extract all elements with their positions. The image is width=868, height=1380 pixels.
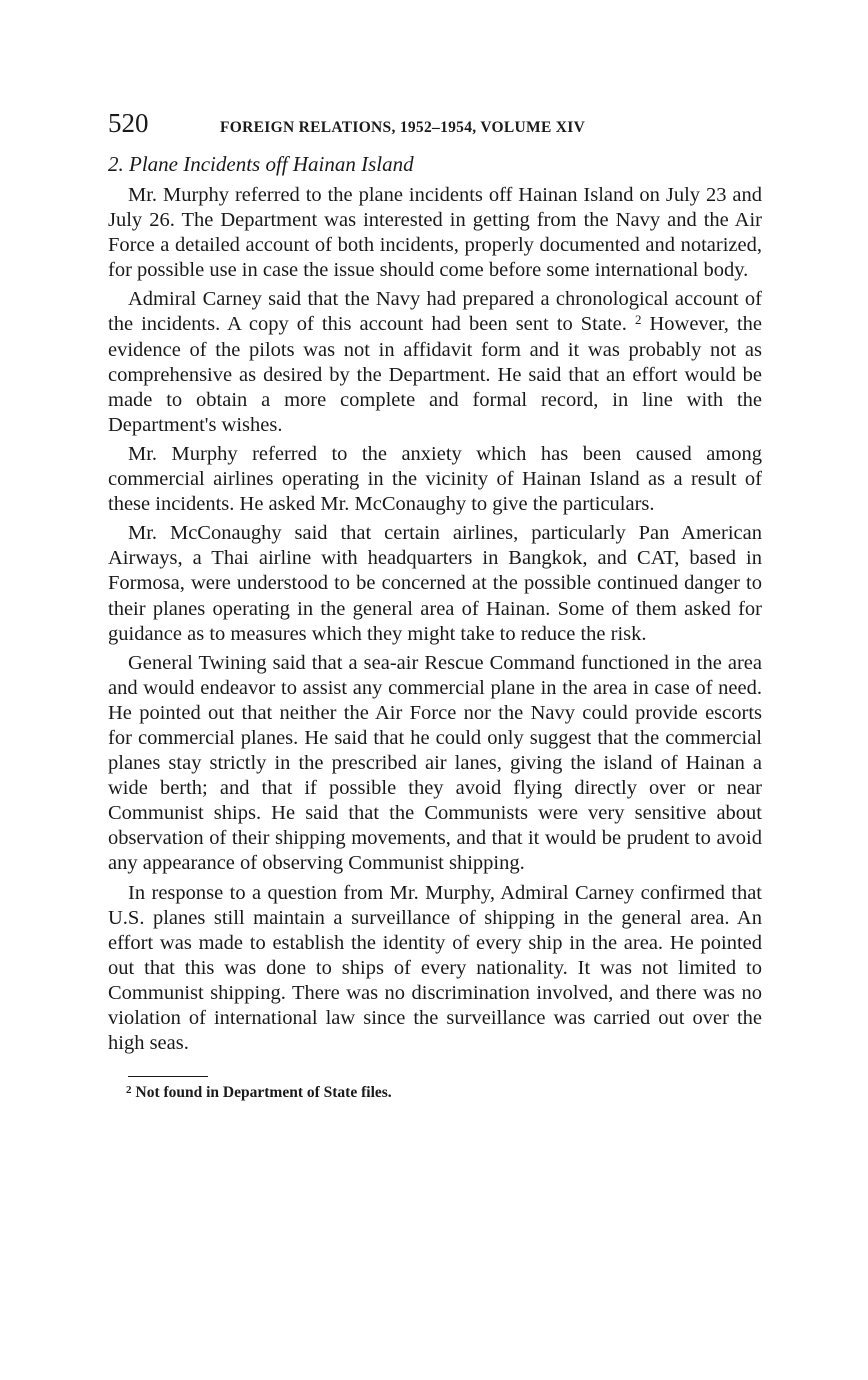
paragraph: General Twining said that a sea-air Rescue Command functioned in the area and would endeavor to assist any commercial plane in the area in case of need. He pointed out that neither the Air Force nor the Navy could provide escorts for commercial planes. He said that he could only suggest that the commercial planes stay strictly in the prescribed air lanes, giving the island of Hainan a wide berth; and that if possible they avoid flying directly over or near Communist ships. He said that the Communists were very sensitive about observation of their shipping movements, and that it would be prudent to avoid any appearance of observing Communist shipping. <box>108 651 762 875</box>
paragraph: Mr. McConaughy said that certain airlines, particularly Pan American Airways, a Thai airline with headquarters in Bangkok, and CAT, based in Formosa, were understood to be concerned at the possible continued danger to their planes operating in the general area of Hainan. Some of them asked for guidance as to measures which they might take to reduce the risk. <box>108 522 762 645</box>
footnote-divider <box>128 1076 208 1077</box>
paragraph: In response to a question from Mr. Murphy, Admiral Carney confirmed that U.S. planes still maintain a surveillance of shipping in the general area. An effort was made to establish the identity of every ship in the area. He pointed out that this was done to ships of every nationality. It was not limited to Communist shipping. There was no discrimination involved, and there was no violation of international law since the surveillance was carried out over the high seas. <box>108 881 762 1055</box>
section-title: 2. Plane Incidents off Hainan Island <box>108 152 414 176</box>
page-header <box>108 104 762 144</box>
paragraph: Mr. Murphy referred to the plane incidents off Hainan Island on July 23 and July 26. The Department was interested in getting from the Navy and the Air Force a detailed account of both incidents, properly documented and notarized, for possible use in case the issue should come before some international body. <box>108 184 762 282</box>
footnote-mark: 2 <box>126 1084 132 1097</box>
document-page <box>108 104 762 1103</box>
running-head: FOREIGN RELATIONS, 1952–1954, VOLUME XIV <box>220 119 586 136</box>
paragraph-text: Admiral Carney said that the Navy had prepared a chronological account of the incidents. A copy of this account had been sent to State. <box>108 288 762 336</box>
footnote-text: Not found in Department of State files. <box>135 1084 392 1102</box>
footnote <box>126 1083 762 1103</box>
paragraph: Mr. Murphy referred to the anxiety which has been caused among commercial airlines operating in the vicinity of Hainan Island as a result of these incidents. He asked Mr. McConaughy to give the particulars. <box>108 442 762 516</box>
paragraph-text: However, the evidence of the pilots was not in affidavit form and it was probably not as comprehensive as desired by the Department. He said that an effort would be made to obtain a more complete and formal record, in line with the Department's wishes. <box>108 313 763 436</box>
paragraph <box>108 287 762 438</box>
page-number: 520 <box>108 108 149 138</box>
footnote-reference: 2 <box>634 312 642 328</box>
